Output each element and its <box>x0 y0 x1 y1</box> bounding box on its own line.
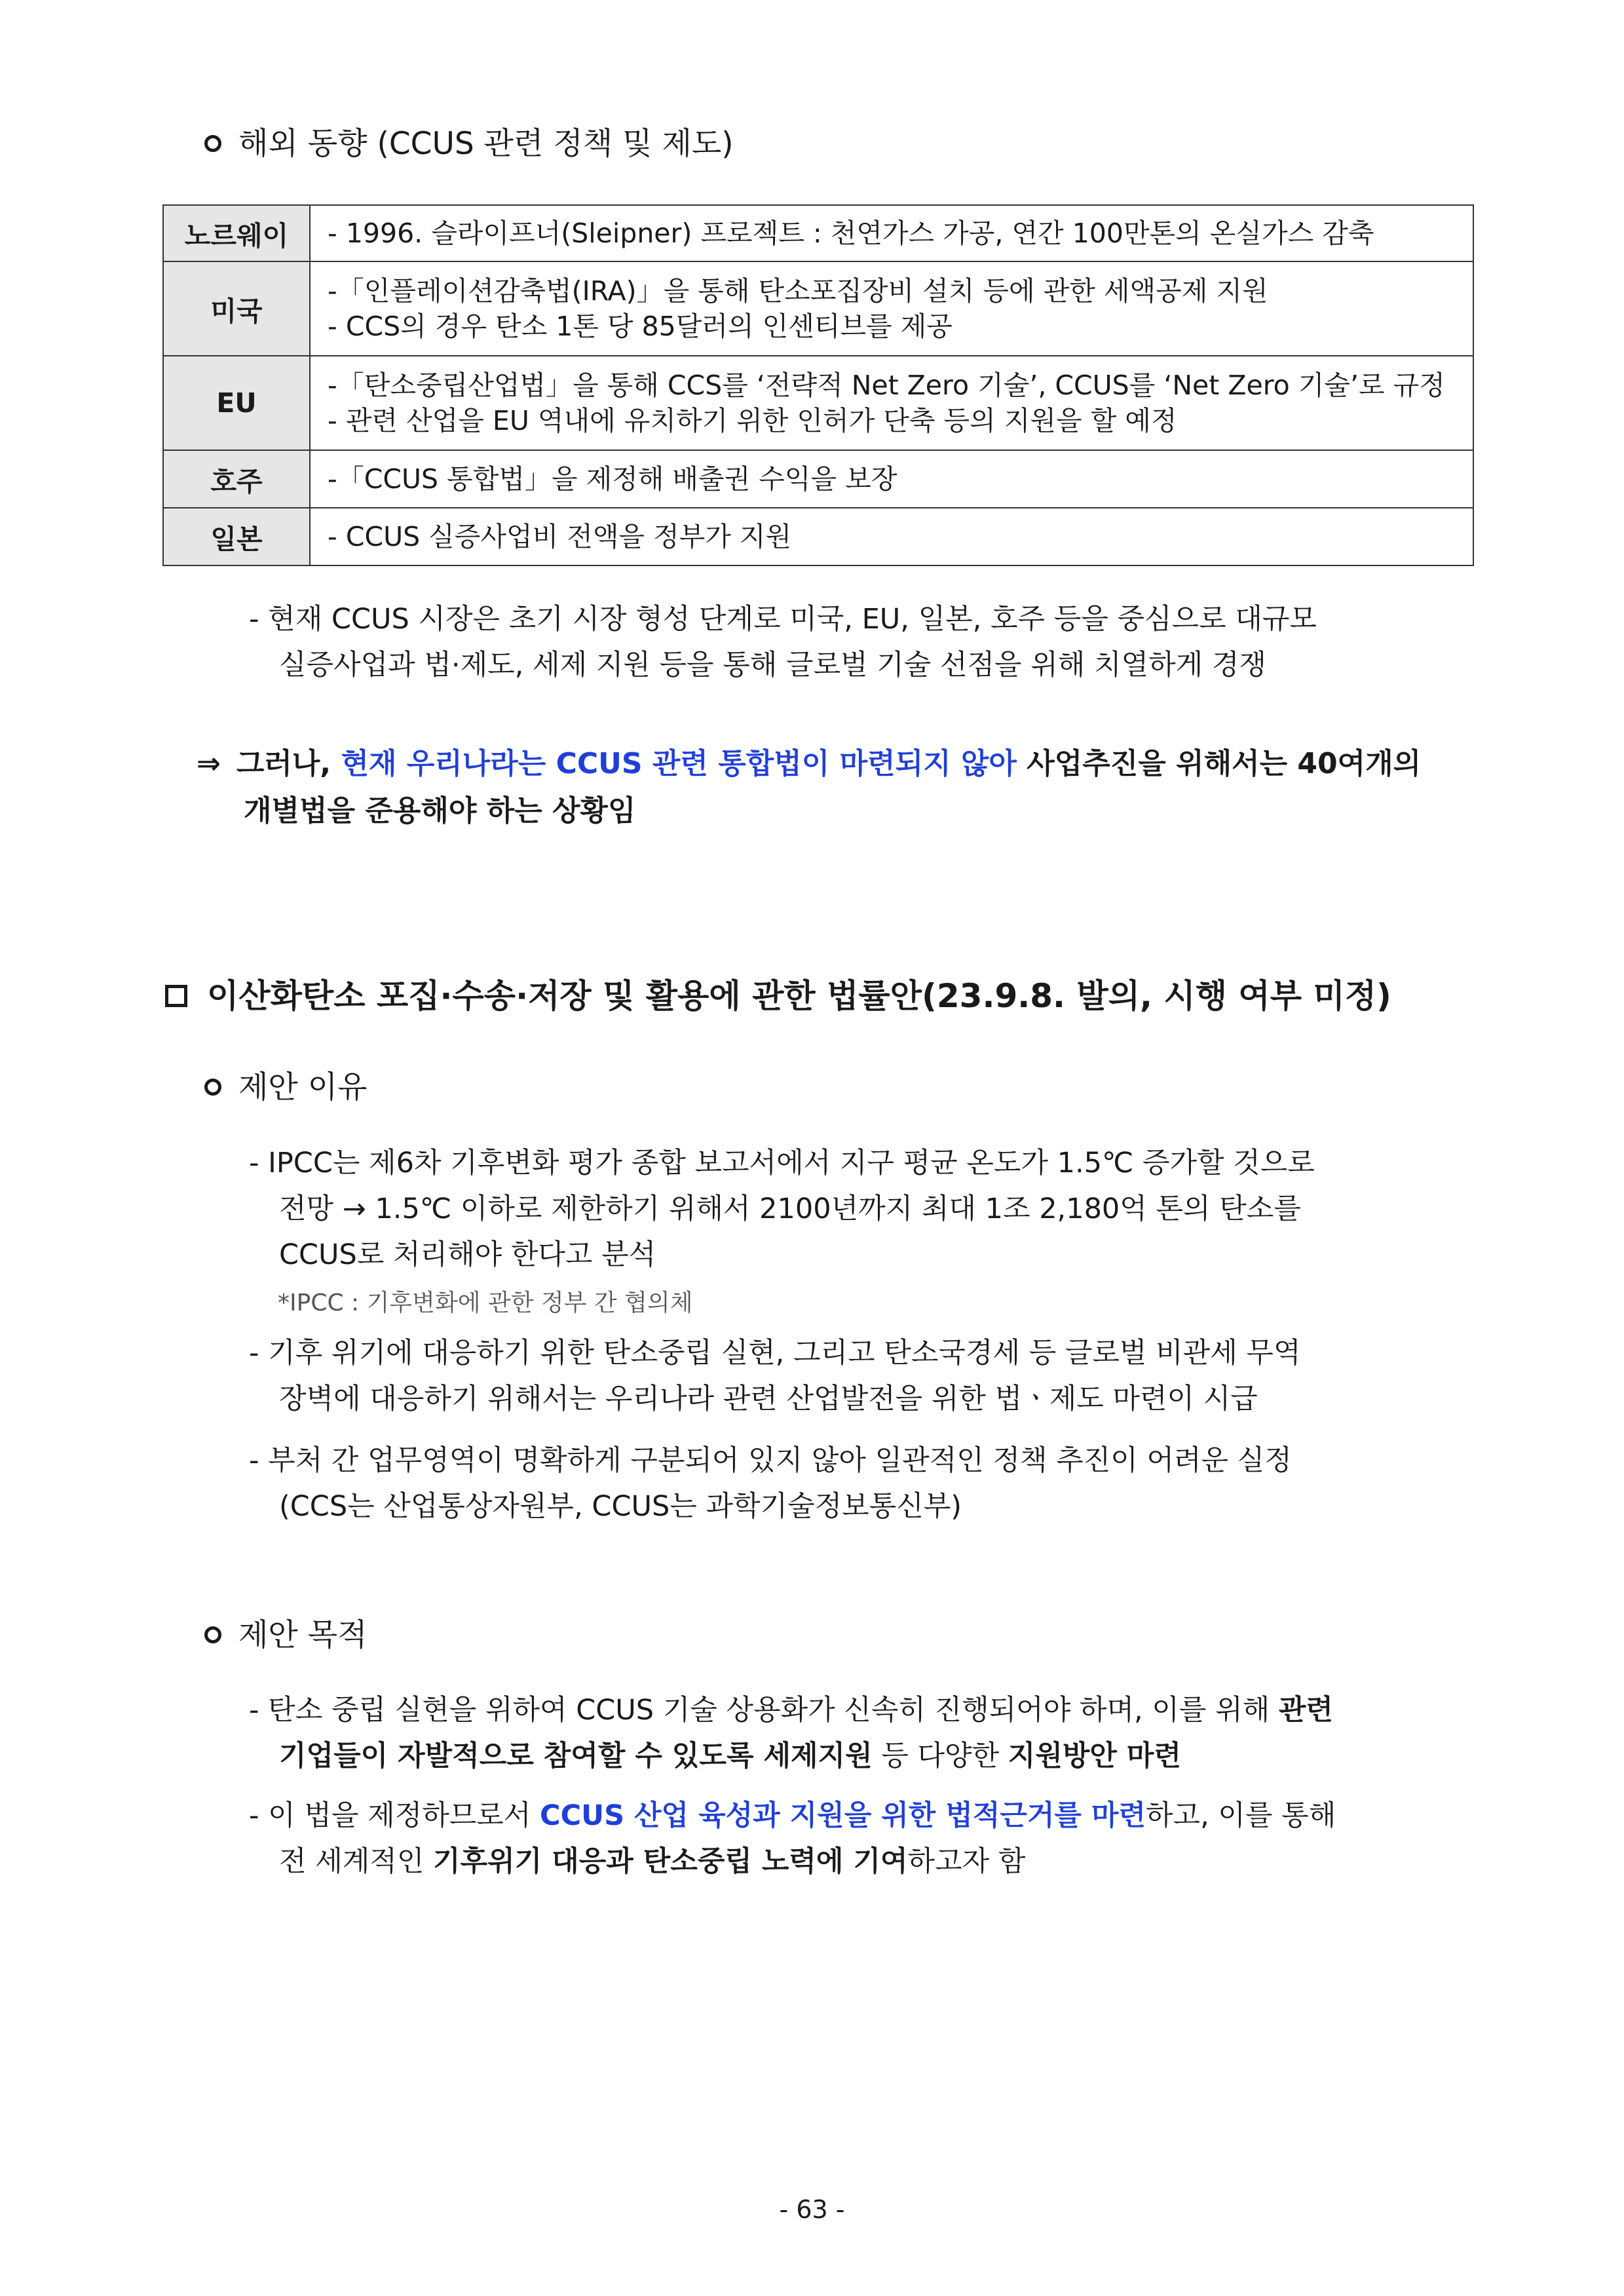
purpose-bold: 지원방안 마련 <box>1008 1740 1181 1772</box>
purpose-text: 등 다양한 <box>881 1740 1000 1772</box>
conclusion-text: 개별법을 준용해야 하는 상황임 <box>244 794 636 828</box>
country-cell: 노르웨이 <box>163 205 310 261</box>
reason-item <box>249 1140 1474 1278</box>
reason-line: CCUS로 처리해야 한다고 분석 <box>279 1238 656 1271</box>
purpose-heading <box>204 1616 368 1655</box>
reason-heading <box>204 1068 368 1107</box>
policy-table <box>162 204 1474 566</box>
circle-bullet-icon <box>204 135 221 152</box>
purpose-bold: 기후위기 대응과 탄소중립 노력에 기여 <box>433 1845 908 1878</box>
conclusion-text: 그러나, <box>236 747 331 780</box>
desc-cell <box>310 450 1473 508</box>
desc-line: -「탄소중립산업법」을 통해 CCS를 ‘전략적 Net Zero 기술’, CCUS를 ‘Net Zero 기술’로 규정 <box>328 370 1445 401</box>
market-line: 실증사업과 법·제도, 세제 지원 등을 통해 글로벌 기술 선점을 위해 치열하게 경쟁 <box>279 649 1266 681</box>
reason-line: 장벽에 대응하기 위해서는 우리나라 관련 산업발전을 위한 법ㆍ제도 마련이 시급 <box>279 1383 1258 1415</box>
conclusion-text: 사업추진을 위해서는 40여개의 <box>1027 747 1422 780</box>
conclusion-paragraph <box>197 740 1421 835</box>
desc-cell <box>310 508 1473 565</box>
reason-line: 전망 → 1.5℃ 이하로 제한하기 위해서 2100년까지 최대 1조 2,180억 톤의 탄소를 <box>279 1193 1301 1225</box>
purpose-text: 전 세계적인 <box>279 1845 425 1878</box>
purpose-heading-text: 제안 목적 <box>238 1617 368 1653</box>
table-row <box>163 261 1473 356</box>
purpose-text: - 탄소 중립 실현을 위하여 CCUS 기술 상용화가 신속히 진행되어야 하며, 이를 위해 <box>249 1694 1270 1727</box>
purpose-item <box>249 1687 1474 1779</box>
purpose-text: - 이 법을 제정하므로서 <box>249 1799 531 1832</box>
bill-heading-text: 이산화탄소 포집·수송·저장 및 활용에 관한 법률안(23.9.8. 발의, 시행 여부 미정) <box>207 977 1391 1015</box>
reason-item <box>249 1330 1474 1422</box>
desc-cell <box>310 356 1473 450</box>
overseas-heading <box>204 124 734 164</box>
purpose-bold: 관련 <box>1278 1694 1333 1727</box>
table-row <box>163 450 1473 508</box>
purpose-item <box>249 1793 1474 1885</box>
circle-bullet-icon <box>204 1626 221 1643</box>
reason-line: - 부처 간 업무영역이 명확하게 구분되어 있지 않아 일관적인 정책 추진이 어려운 실정 <box>249 1444 1292 1477</box>
conclusion-highlight: 현재 우리나라는 CCUS 관련 통합법이 마련되지 않아 <box>341 747 1017 780</box>
page-number: - 63 - <box>779 2195 845 2224</box>
country-cell: 호주 <box>163 450 310 508</box>
overseas-heading-text: 해외 동향 (CCUS 관련 정책 및 제도) <box>238 126 734 162</box>
desc-cell <box>310 205 1473 261</box>
reason-line: - IPCC는 제6차 기후변화 평가 종합 보고서에서 지구 평균 온도가 1.5℃ 증가할 것으로 <box>249 1147 1315 1179</box>
reason-line: (CCS는 산업통상자원부, CCUS는 과학기술정보통신부) <box>279 1490 962 1523</box>
purpose-text: 하고, 이를 통해 <box>1146 1799 1336 1832</box>
purpose-highlight: CCUS 산업 육성과 지원을 위한 법적근거를 마련 <box>540 1799 1146 1832</box>
desc-line: - CCS의 경우 탄소 1톤 당 85달러의 인센티브를 제공 <box>328 311 953 342</box>
market-line: - 현재 CCUS 시장은 초기 시장 형성 단계로 미국, EU, 일본, 호주 등을 중심으로 대규모 <box>249 603 1317 636</box>
table-row <box>163 205 1473 261</box>
reason-line: - 기후 위기에 대응하기 위한 탄소중립 실현, 그리고 탄소국경세 등 글로벌 비관세 무역 <box>249 1337 1301 1369</box>
table-row <box>163 508 1473 565</box>
market-paragraph <box>249 596 1474 688</box>
desc-cell <box>310 261 1473 356</box>
bill-heading <box>165 975 1391 1017</box>
desc-line: -「CCUS 통합법」을 제정해 배출권 수익을 보장 <box>328 463 897 495</box>
desc-line: - 1996. 슬라이프너(Sleipner) 프로젝트 : 천연가스 가공, 연간 100만톤의 온실가스 감축 <box>328 218 1374 249</box>
purpose-bold: 기업들이 자발적으로 참여할 수 있도록 세제지원 <box>279 1740 873 1772</box>
desc-line: -「인플레이션감축법(IRA)」을 통해 탄소포집장비 설치 등에 관한 세액공제 지원 <box>328 275 1268 307</box>
desc-line: - CCUS 실증사업비 전액을 정부가 지원 <box>328 521 792 552</box>
desc-line: - 관련 산업을 EU 역내에 유치하기 위한 인허가 단축 등의 지원을 할 예정 <box>328 405 1177 436</box>
country-cell: EU <box>163 356 310 450</box>
ipcc-note: *IPCC : 기후변화에 관한 정부 간 협의체 <box>278 1290 693 1316</box>
purpose-text: 하고자 함 <box>907 1845 1026 1878</box>
arrow-icon: ⇒ <box>197 747 221 780</box>
circle-bullet-icon <box>204 1079 221 1096</box>
reason-heading-text: 제안 이유 <box>238 1069 368 1105</box>
reason-item <box>249 1438 1474 1529</box>
square-bullet-icon <box>165 985 187 1007</box>
country-cell: 미국 <box>163 261 310 356</box>
country-cell: 일본 <box>163 508 310 565</box>
table-row <box>163 356 1473 450</box>
